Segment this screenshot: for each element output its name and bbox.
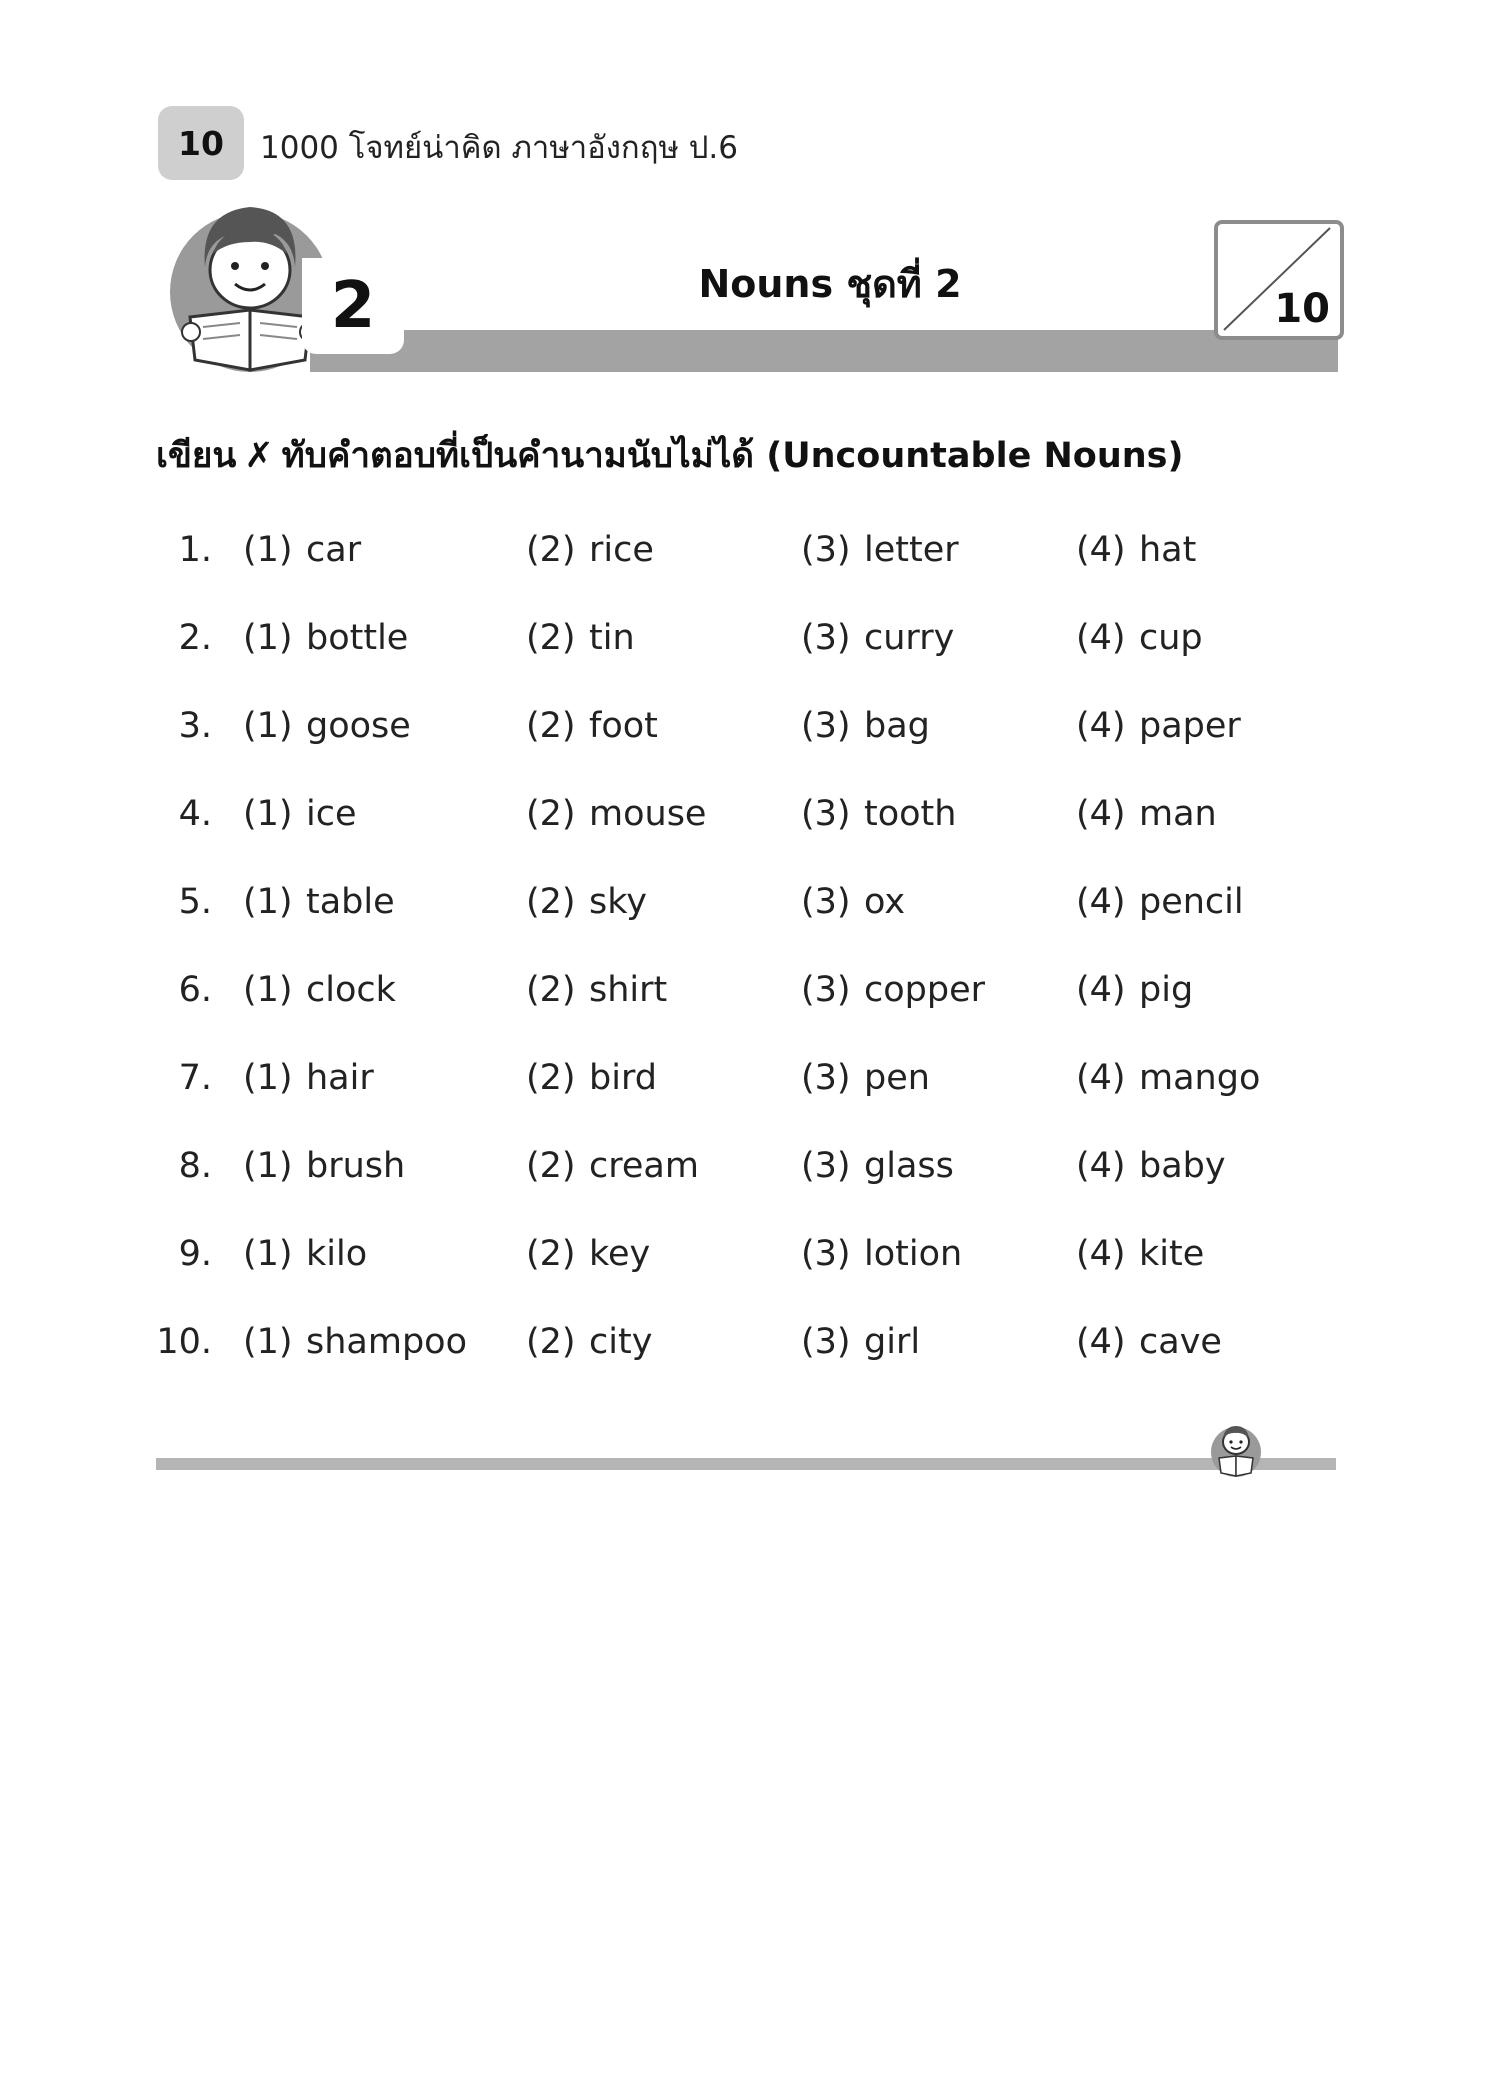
cross-mark-icon: ✗	[244, 436, 274, 476]
option-word[interactable]: city	[589, 1322, 653, 1362]
option-label: (1)	[243, 794, 293, 834]
set-number: 2	[330, 269, 376, 343]
question-row	[0, 530, 1504, 618]
exercise-title: Nouns ชุดที่ 2	[698, 262, 962, 306]
option-word[interactable]: hat	[1139, 530, 1197, 570]
question-number: 7.	[178, 1058, 212, 1098]
option-word[interactable]: pen	[864, 1058, 930, 1098]
question-number: 4.	[178, 794, 212, 834]
option-label: (1)	[243, 706, 293, 746]
question-number: 9.	[178, 1234, 212, 1274]
option-word[interactable]: letter	[864, 530, 959, 570]
option-label: (3)	[801, 1146, 851, 1186]
option-label: (2)	[526, 706, 576, 746]
footer-bar	[156, 1458, 1336, 1470]
option-word[interactable]: kilo	[306, 1234, 368, 1274]
option-word[interactable]: foot	[589, 706, 658, 746]
small-reading-boy-icon	[1209, 1418, 1263, 1480]
option-label: (2)	[526, 1146, 576, 1186]
instruction-prefix: เขียน	[156, 436, 237, 476]
option-label: (3)	[801, 970, 851, 1010]
option-label: (4)	[1076, 882, 1126, 922]
option-word[interactable]: rice	[589, 530, 654, 570]
option-word[interactable]: kite	[1139, 1234, 1205, 1274]
option-word[interactable]: pig	[1139, 970, 1194, 1010]
option-word[interactable]: key	[589, 1234, 651, 1274]
option-label: (4)	[1076, 1234, 1126, 1274]
option-label: (1)	[243, 882, 293, 922]
option-label: (4)	[1076, 618, 1126, 658]
option-word[interactable]: pencil	[1139, 882, 1244, 922]
option-word[interactable]: glass	[864, 1146, 954, 1186]
question-list	[0, 530, 1504, 1410]
option-word[interactable]: lotion	[864, 1234, 963, 1274]
option-label: (1)	[243, 1322, 293, 1362]
option-label: (1)	[243, 530, 293, 570]
question-number: 2.	[178, 618, 212, 658]
question-row	[0, 706, 1504, 794]
option-label: (3)	[801, 794, 851, 834]
option-word[interactable]: shampoo	[306, 1322, 468, 1362]
option-label: (4)	[1076, 1058, 1126, 1098]
question-row	[0, 618, 1504, 706]
question-row	[0, 1322, 1504, 1410]
option-word[interactable]: hair	[306, 1058, 374, 1098]
option-label: (3)	[801, 1234, 851, 1274]
option-word[interactable]: table	[306, 882, 395, 922]
option-label: (3)	[801, 1322, 851, 1362]
option-label: (1)	[243, 970, 293, 1010]
option-label: (3)	[801, 530, 851, 570]
option-label: (1)	[243, 1234, 293, 1274]
book-title: 1000 โจทย์น่าคิด ภาษาอังกฤษ ป.6	[260, 130, 739, 166]
option-label: (4)	[1076, 1146, 1126, 1186]
question-row	[0, 1234, 1504, 1322]
option-label: (2)	[526, 794, 576, 834]
option-word[interactable]: bottle	[306, 618, 409, 658]
option-word[interactable]: cup	[1139, 618, 1203, 658]
option-label: (3)	[801, 706, 851, 746]
section-header-bar	[310, 330, 1338, 372]
question-number: 3.	[178, 706, 212, 746]
question-row	[0, 1058, 1504, 1146]
option-word[interactable]: bag	[864, 706, 930, 746]
option-label: (3)	[801, 618, 851, 658]
option-word[interactable]: goose	[306, 706, 411, 746]
option-word[interactable]: girl	[864, 1322, 921, 1362]
option-label: (4)	[1076, 706, 1126, 746]
option-word[interactable]: brush	[306, 1146, 406, 1186]
option-label: (3)	[801, 1058, 851, 1098]
option-label: (1)	[243, 1058, 293, 1098]
question-number: 6.	[178, 970, 212, 1010]
option-label: (3)	[801, 882, 851, 922]
option-label: (1)	[243, 1146, 293, 1186]
option-label: (2)	[526, 970, 576, 1010]
question-row	[0, 970, 1504, 1058]
question-row	[0, 794, 1504, 882]
option-word[interactable]: copper	[864, 970, 986, 1010]
score-box	[1214, 220, 1344, 340]
question-number: 10.	[156, 1322, 212, 1362]
option-label: (2)	[526, 1058, 576, 1098]
option-word[interactable]: baby	[1139, 1146, 1226, 1186]
option-word[interactable]: mouse	[589, 794, 707, 834]
instruction	[156, 428, 1184, 483]
option-label: (2)	[526, 1234, 576, 1274]
option-label: (1)	[243, 618, 293, 658]
option-word[interactable]: man	[1139, 794, 1217, 834]
option-label: (2)	[526, 530, 576, 570]
option-word[interactable]: sky	[589, 882, 647, 922]
option-label: (4)	[1076, 794, 1126, 834]
option-word[interactable]: clock	[306, 970, 396, 1010]
option-word[interactable]: cave	[1139, 1322, 1222, 1362]
option-word[interactable]: curry	[864, 618, 955, 658]
question-row	[0, 1146, 1504, 1234]
option-label: (2)	[526, 618, 576, 658]
option-label: (4)	[1076, 530, 1126, 570]
page-number: 10	[178, 123, 224, 163]
option-word[interactable]: bird	[589, 1058, 657, 1098]
question-number: 5.	[178, 882, 212, 922]
option-word[interactable]: tooth	[864, 794, 957, 834]
instruction-text: ทับคำตอบที่เป็นคำนามนับไม่ได้ (Uncountable Nouns)	[281, 436, 1184, 476]
question-row	[0, 882, 1504, 970]
option-label: (2)	[526, 1322, 576, 1362]
question-number: 8.	[178, 1146, 212, 1186]
option-word[interactable]: ox	[864, 882, 906, 922]
option-label: (4)	[1076, 1322, 1126, 1362]
page-number-tab	[158, 106, 244, 180]
question-number: 1.	[178, 530, 212, 570]
option-word[interactable]: shirt	[589, 970, 668, 1010]
set-number-box	[302, 258, 404, 354]
option-word[interactable]: paper	[1139, 706, 1241, 746]
option-label: (4)	[1076, 970, 1126, 1010]
total-score: 10	[1274, 286, 1330, 332]
option-word[interactable]: cream	[589, 1146, 699, 1186]
option-label: (2)	[526, 882, 576, 922]
option-word[interactable]: ice	[306, 794, 357, 834]
option-word[interactable]: car	[306, 530, 362, 570]
option-word[interactable]: mango	[1139, 1058, 1261, 1098]
option-word[interactable]: tin	[589, 618, 635, 658]
